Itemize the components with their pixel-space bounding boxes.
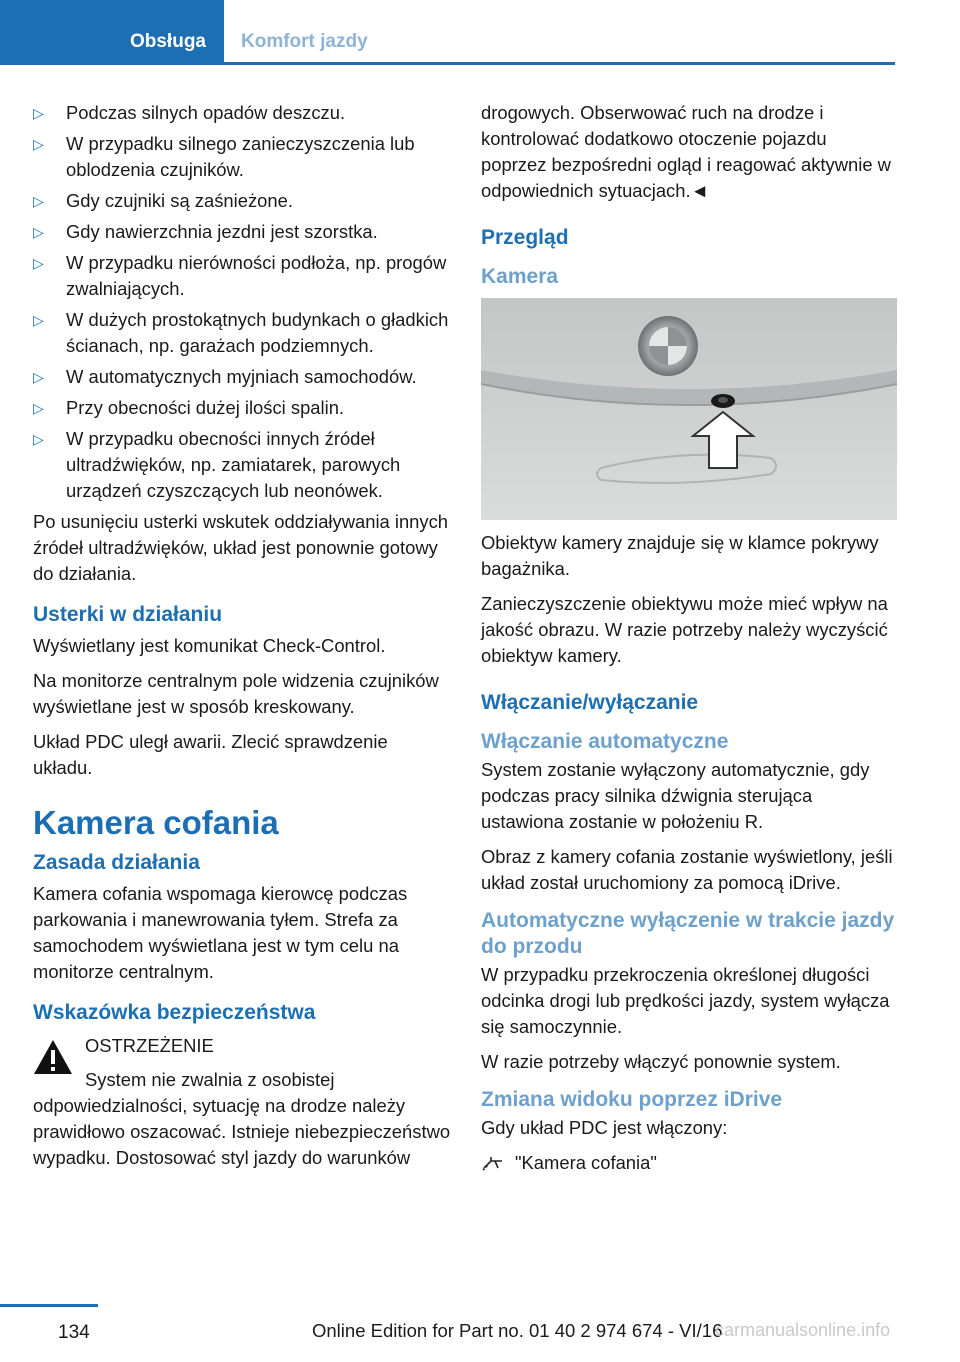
paragraph: W razie potrzeby włączyć ponownie system. [481,1051,841,1072]
edition-text: Online Edition for Part no. 01 40 2 974 674 - VI/16 [312,1320,723,1341]
list-item: ▷ W automatycznych myjniach samochodów. [33,364,451,390]
menu-item-label: "Kamera cofania" [515,1152,657,1173]
overview-heading: Przegląd [481,226,569,249]
rear-camera-menu-icon [481,1153,505,1173]
warning-triangle-icon [33,1039,73,1075]
triangle-bullet-icon: ▷ [33,369,44,385]
paragraph: Obraz z kamery cofania zostanie wyświetlony, jeśli układ został uruchomiony za pomocą iDrive. [481,846,893,893]
list-item: ▷ Podczas silnych opadów deszczu. [33,100,451,126]
paragraph: Gdy układ PDC jest włączony: [481,1117,728,1138]
onoff-heading: Włączanie/wyłączanie [481,691,699,714]
menu-item-rear-camera [481,1150,897,1176]
warning-text: System nie zwalnia z osobistej odpowiedzialności, sytuację na drodze należy prawidłowo oszacować. Istnieje niebezpieczeństwo wypadku. Dostosować styl jazdy do warunków [33,1069,451,1168]
rear-camera-image [481,298,897,520]
safety-heading: Wskazówka bezpieczeństwa [33,1001,316,1024]
tab-komfort-jazdy[interactable]: Komfort jazdy [241,31,368,52]
paragraph: Układ PDC uległ awarii. Zlecić sprawdzenie układu. [33,731,388,778]
triangle-bullet-icon: ▷ [33,400,44,416]
page-number: 134 [58,1322,90,1343]
footer-rule [0,1304,98,1307]
malfunction-heading: Usterki w działaniu [33,603,223,626]
list-item: ▷ W dużych prostokątnych budynkach o gładkich ścianach, np. garażach podziemnych. [33,309,449,356]
warning-title: OSTRZEŻENIE [85,1035,214,1056]
paragraph: Obiektyw kamery znajduje się w klamce pokrywy bagażnika. [481,532,879,579]
auto-on-heading: Włączanie automatyczne [481,730,729,753]
list-item: ▷ W przypadku obecności innych źródeł ultradźwięków, np. zamiatarek, parowych urządzeń czyszczących lub neonówek. [33,428,401,501]
paragraph: Na monitorze centralnym pole widzenia czujników wyświetlane jest w sposób kreskowany. [33,670,439,717]
idrive-heading: Zmiana widoku poprzez iDrive [481,1088,783,1111]
list-item: ▷ W przypadku silnego zanieczyszczenia lub oblodzenia czujników. [33,133,415,180]
triangle-bullet-icon: ▷ [33,193,44,209]
triangle-bullet-icon: ▷ [33,312,44,328]
paragraph: W przypadku przekroczenia określonej długości odcinka drogi lub prędkości jazdy, system wyłącza się samoczynnie. [481,964,890,1037]
paragraph: Kamera cofania wspomaga kierowcę podczas parkowania i manewrowania tyłem. Strefa za samochodem wyświetlana jest w tym celu na monitorze centralnym. [33,883,408,982]
left-column [33,100,451,1180]
warning-block [33,1033,451,1171]
list-item: ▷ W przypadku nierówności podłoża, np. progów zwalniających. [33,252,447,299]
watermark: carmanualsonline.info [715,1320,891,1340]
auto-off-heading: Automatyczne wyłączenie w trakcie jazdy do przodu [481,909,895,958]
paragraph: Wyświetlany jest komunikat Check-Control. [33,635,386,656]
paragraph: System zostanie wyłączony automatycznie, gdy podczas pracy silnika dźwignia sterująca ustawiona zostanie w położeniu R. [481,759,870,832]
triangle-bullet-icon: ▷ [33,431,44,447]
right-column [481,100,897,1176]
paragraph: Zanieczyszczenie obiektywu może mieć wpływ na jakość obrazu. W razie potrzeby należy wyczyścić obiektyw kamery. [481,593,888,666]
header-tab-bar [0,0,895,65]
triangle-bullet-icon: ▷ [33,136,44,152]
triangle-bullet-icon: ▷ [33,255,44,271]
list-item: ▷ Przy obecności dużej ilości spalin. [33,395,451,421]
section-title: Kamera cofania [33,804,279,841]
list-item: ▷ Gdy czujniki są zaśnieżone. [33,188,451,214]
principle-heading: Zasada działania [33,851,200,874]
triangle-bullet-icon: ▷ [33,105,44,121]
paragraph: drogowych. Obserwować ruch na drodze i kontrolować dodatkowo otoczenie pojazdu poprzez bezpośredni ogląd i reagować aktywnie w odpowiednich sytuacjach.◄ [481,102,891,201]
triangle-bullet-icon: ▷ [33,224,44,240]
camera-subheading: Kamera [481,265,559,288]
list-item: ▷ Gdy nawierzchnia jezdni jest szorstka. [33,219,451,245]
malfunction-causes-list [33,100,451,504]
paragraph: Po usunięciu usterki wskutek oddziaływania innych źródeł ultradźwięków, układ jest ponownie gotowy do działania. [33,511,449,584]
tab-obsluga[interactable]: Obsługa [0,0,224,62]
